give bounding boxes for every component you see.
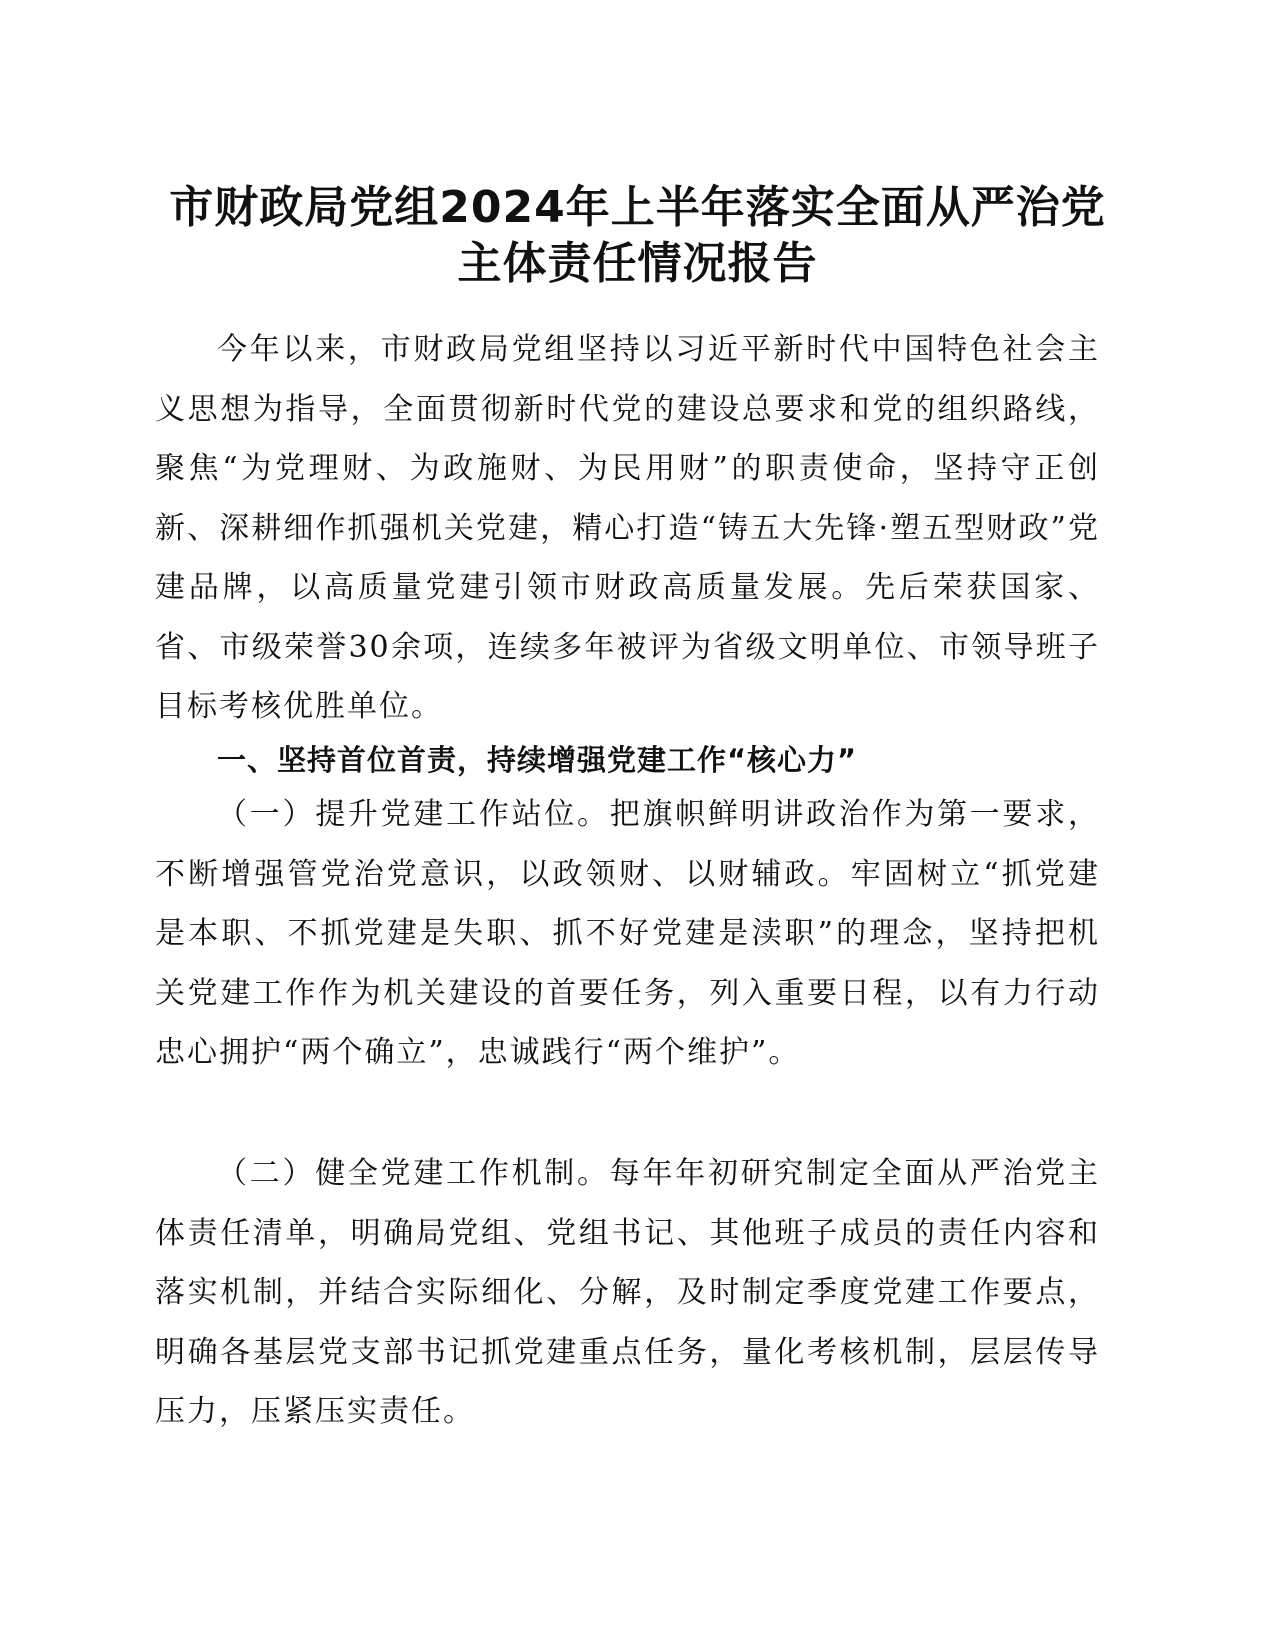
document-title-line-1: 市财政局党组2024年上半年落实全面从严治党	[169, 182, 1106, 233]
section-1-item-2: （二）健全党建工作机制。每年年初研究制定全面从严治党主体责任清单，明确局党组、党组书记、其他班子成员的责任内容和落实机制，并结合实际细化、分解，及时制定季度党建工作要点，明确各基层党支部书记抓党建重点任务，量化考核机制，层层传导压力，压紧压实责任。	[155, 1156, 1100, 1429]
section-1-heading: 一、坚持首位首责，持续增强党建工作“核心力”	[217, 743, 858, 777]
section-1-item-1: （一）提升党建工作站位。把旗帜鲜明讲政治作为第一要求，不断增强管党治党意识，以政领财、以财辅政。牢固树立“抓党建是本职、不抓党建是失职、抓不好党建是渎职”的理念，坚持把机关党建工作作为机关建设的首要任务，列入重要日程，以有力行动忠心拥护“两个确立”，忠诚践行“两个维护”。	[155, 797, 1100, 1070]
document-title-line-2: 主体责任情况报告	[457, 238, 818, 289]
intro-paragraph: 今年以来，市财政局党组坚持以习近平新时代中国特色社会主义思想为指导，全面贯彻新时代党的建设总要求和党的组织路线，聚焦“为党理财、为政施财、为民用财”的职责使命，坚持守正创新、深耕细作抓强机关党建，精心打造“铸五大先锋·塑五型财政”党建品牌，以高质量党建引领市财政高质量发展。先后荣获国家、省、市级荣誉30余项，连续多年被评为省级文明单位、市领导班子目标考核优胜单位。	[155, 332, 1100, 724]
